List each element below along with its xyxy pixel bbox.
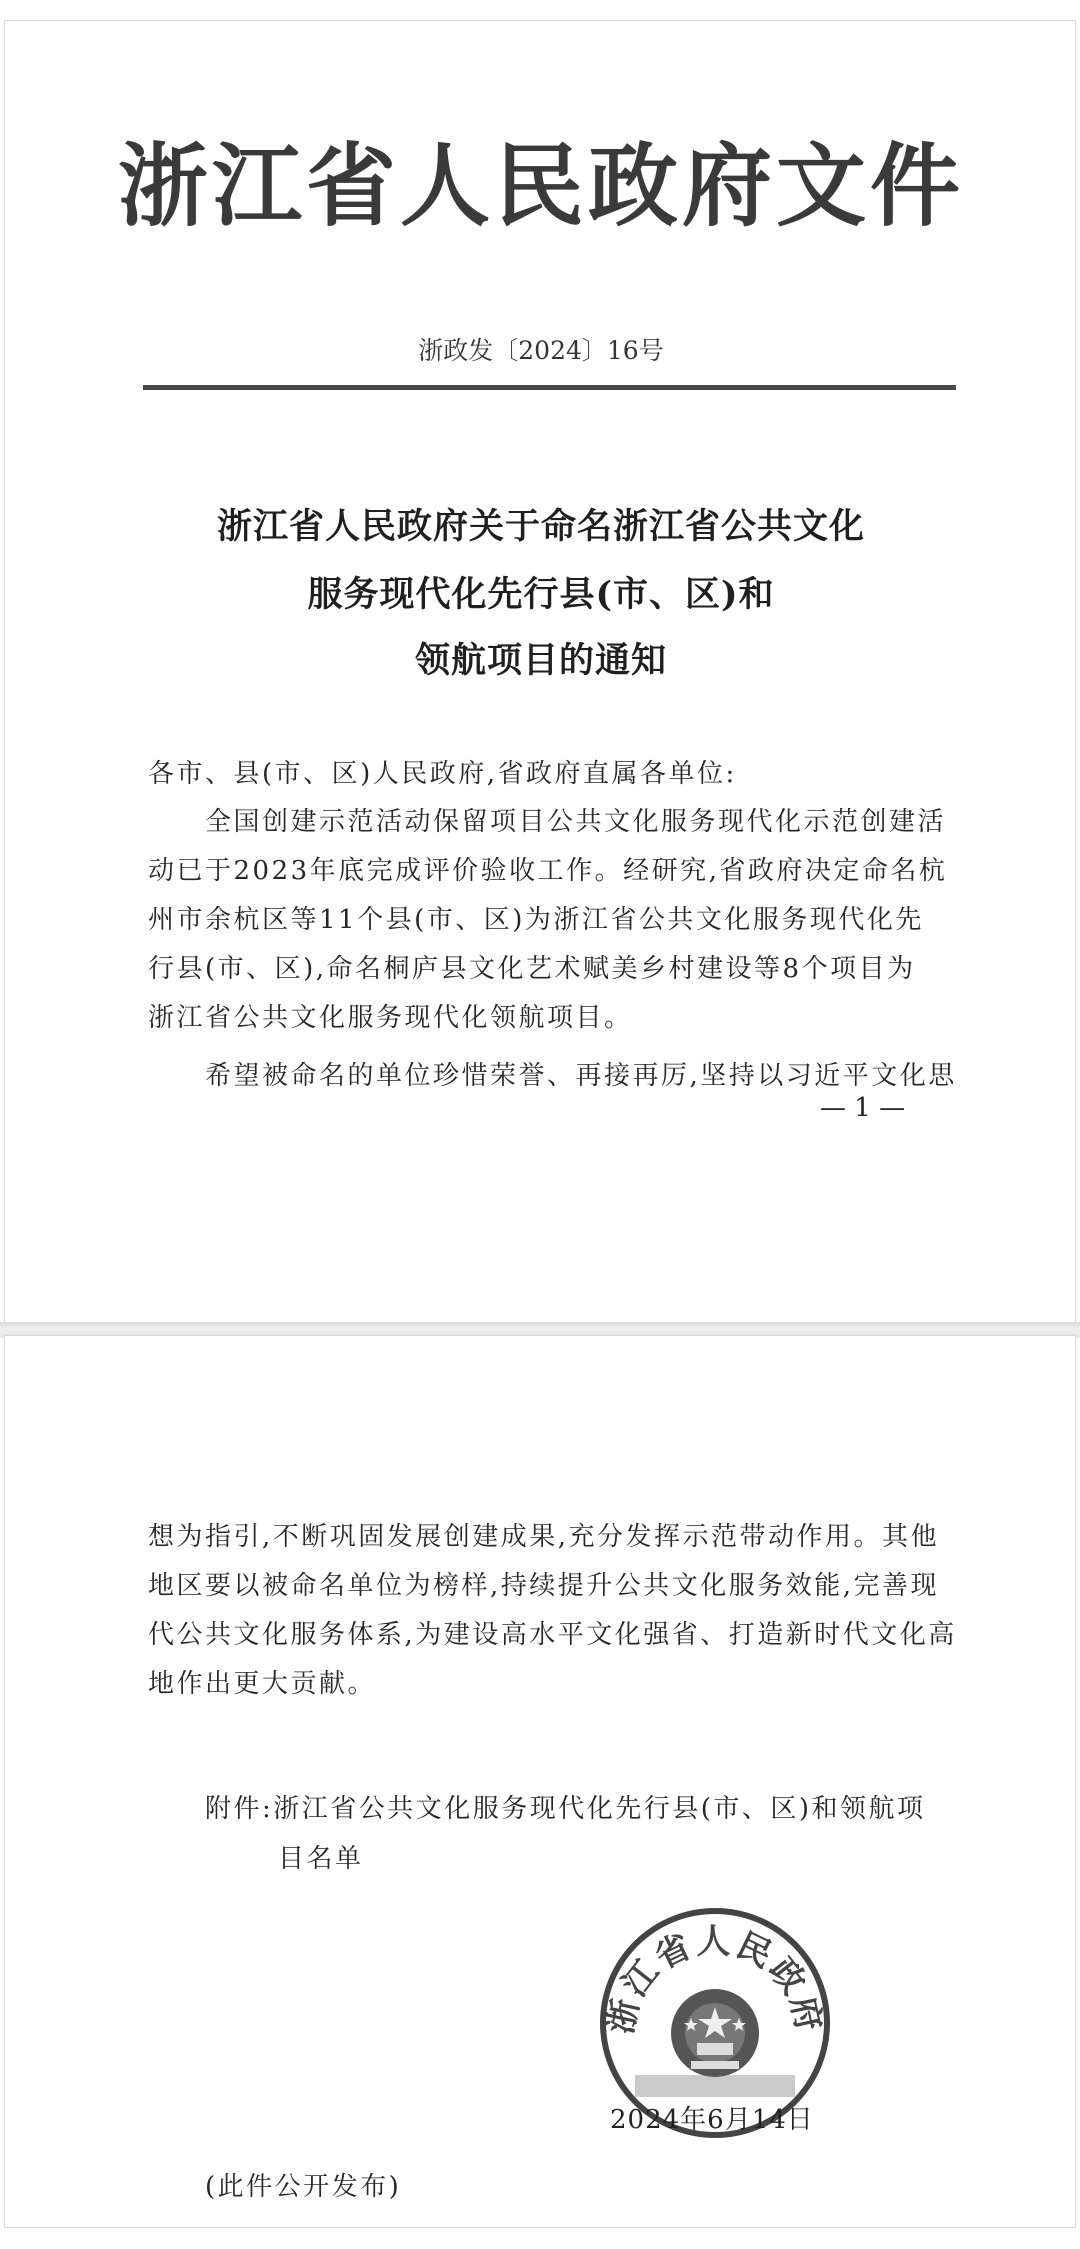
document-number: 浙政发〔2024〕16号 xyxy=(418,336,664,365)
notice-title-line-1: 浙江省人民政府关于命名浙江省公共文化 xyxy=(216,506,865,547)
document-page-1 xyxy=(4,20,1076,1325)
paragraph-1-line: 浙江省公共文化服务现代化领航项目。 xyxy=(148,1003,633,1033)
paragraph-1-line: 动已于2023年底完成评价验收工作。经研究,省政府决定命名杭 xyxy=(148,856,948,886)
paragraph-1-line: 州市余杭区等11个县(市、区)为浙江省公共文化服务现代化先 xyxy=(148,905,924,935)
issue-date: 2024年6月14日 xyxy=(610,2105,814,2135)
seal-text: 浙江省人民政府 xyxy=(600,1922,830,2038)
page-number: — 1 — xyxy=(820,1093,906,1123)
publication-note: (此件公开发布) xyxy=(205,2172,402,2202)
notice-title-line-2: 服务现代化先行县(市、区)和 xyxy=(307,574,775,615)
header-divider-rule xyxy=(143,385,956,390)
paragraph-2-continued-line: 地区要以被命名单位为榜样,持续提升公共文化服务效能,完善现 xyxy=(148,1571,940,1601)
paragraph-1-line: 行县(市、区),命名桐庐县文化艺术赋美乡村建设等8个项目为 xyxy=(148,954,916,984)
paragraph-2-continued-line: 代公共文化服务体系,为建设高水平文化强省、打造新时代文化高 xyxy=(148,1620,957,1650)
paragraph-2-continued-line: 地作出更大贡献。 xyxy=(148,1669,377,1699)
paragraph-2-continued-line: 想为指引,不断巩固发展创建成果,充分发挥示范带动作用。其他 xyxy=(148,1522,940,1552)
national-emblem-icon xyxy=(671,1989,759,2077)
attachment-line-continued: 目名单 xyxy=(278,1844,364,1874)
attachment-line: 附件:浙江省公共文化服务现代化先行县(市、区)和领航项 xyxy=(205,1794,926,1824)
paragraph-2-line: 希望被命名的单位珍惜荣誉、再接再厉,坚持以习近平文化思 xyxy=(205,1061,957,1091)
notice-title-line-3: 领航项目的通知 xyxy=(414,640,667,681)
addressee-line: 各市、县(市、区)人民政府,省政府直属各单位: xyxy=(148,759,737,789)
paragraph-1-line: 全国创建示范活动保留项目公共文化服务现代化示范创建活 xyxy=(205,807,947,837)
document-page-2 xyxy=(4,1335,1076,2228)
document-header-title: 浙江省人民政府文件 xyxy=(118,133,964,239)
